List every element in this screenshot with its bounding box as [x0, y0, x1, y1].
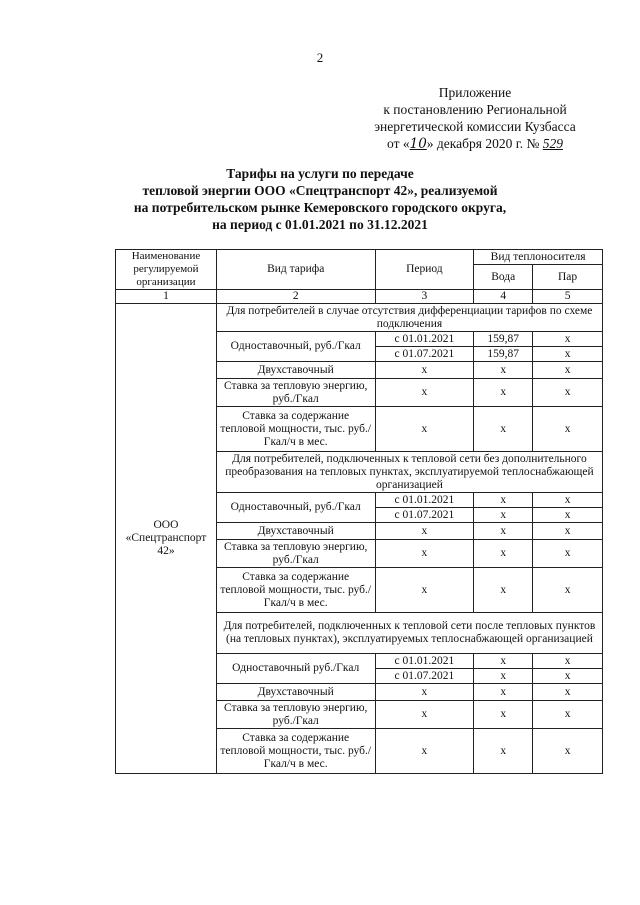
- energy-rate-label: Ставка за тепловую энергию, руб./Гкал: [216, 701, 375, 729]
- period-cell: х: [375, 684, 474, 701]
- energy-rate-label: Ставка за тепловую энергию, руб./Гкал: [216, 540, 375, 568]
- period-cell: х: [375, 379, 474, 407]
- section-title: Для потребителей в случае отсутствия дифференциации тарифов по схеме подключения: [216, 304, 602, 332]
- steam-value: х: [533, 347, 603, 362]
- title-line-3: на потребительском рынке Кемеровского городского округа,: [133, 200, 507, 215]
- steam-value: х: [533, 654, 603, 669]
- page-number: 2: [316, 50, 324, 65]
- col-number: 5: [533, 290, 603, 304]
- period-cell: х: [375, 729, 474, 774]
- steam-value: х: [533, 407, 603, 452]
- title-line-1: Тарифы на услуги по передаче: [226, 166, 414, 181]
- appendix-block: [350, 84, 600, 153]
- organization-name: ООО «Спецтранспорт 42»: [116, 304, 217, 774]
- double-rate-label: Двухставочный: [216, 684, 375, 701]
- water-value: х: [474, 540, 533, 568]
- steam-value: х: [533, 379, 603, 407]
- date-day: 10: [409, 136, 427, 152]
- water-value: х: [474, 669, 533, 684]
- section-title: Для потребителей, подключенных к тепловой сети без дополнительного преобразования на тепловых пунктах, эксплуатируемой теплоснабжающей организацией: [216, 452, 602, 493]
- single-rate-label: Одноставочный руб./Гкал: [216, 654, 375, 684]
- period-cell: х: [375, 362, 474, 379]
- header-org: Наименование регулируемой организации: [116, 250, 217, 290]
- header-period: Период: [375, 250, 474, 290]
- period-cell: х: [375, 523, 474, 540]
- period-cell: х: [375, 568, 474, 613]
- document-title: [0, 165, 640, 233]
- period-cell: х: [375, 407, 474, 452]
- steam-value: х: [533, 568, 603, 613]
- header-carrier-group: Вид теплоносителя: [474, 250, 603, 265]
- col-number: 2: [216, 290, 375, 304]
- energy-rate-label: Ставка за тепловую энергию, руб./Гкал: [216, 379, 375, 407]
- single-rate-label: Одноставочный, руб./Гкал: [216, 493, 375, 523]
- water-value: х: [474, 493, 533, 508]
- appendix-date-line: [350, 135, 600, 153]
- col-number: 1: [116, 290, 217, 304]
- steam-value: х: [533, 493, 603, 508]
- water-value: х: [474, 654, 533, 669]
- period-cell: с 01.01.2021: [375, 654, 474, 669]
- period-cell: с 01.07.2021: [375, 669, 474, 684]
- period-cell: х: [375, 540, 474, 568]
- water-value: х: [474, 684, 533, 701]
- steam-value: х: [533, 508, 603, 523]
- double-rate-label: Двухставочный: [216, 362, 375, 379]
- period-cell: с 01.01.2021: [375, 332, 474, 347]
- water-value: х: [474, 508, 533, 523]
- title-line-2: тепловой энергии ООО «Спецтранспорт 42», реализуемой: [142, 183, 498, 198]
- steam-value: х: [533, 684, 603, 701]
- capacity-rate-label: Ставка за содержание тепловой мощности, тыс. руб./Гкал/ч в мес.: [216, 568, 375, 613]
- header-tariff-type: Вид тарифа: [216, 250, 375, 290]
- steam-value: х: [533, 701, 603, 729]
- steam-value: х: [533, 669, 603, 684]
- period-cell: с 01.07.2021: [375, 508, 474, 523]
- steam-value: х: [533, 362, 603, 379]
- title-line-4: на период с 01.01.2021 по 31.12.2021: [212, 217, 428, 232]
- water-value: х: [474, 568, 533, 613]
- steam-value: х: [533, 523, 603, 540]
- appendix-line-2: к постановлению Региональной: [383, 102, 567, 117]
- capacity-rate-label: Ставка за содержание тепловой мощности, тыс. руб./Гкал/ч в мес.: [216, 729, 375, 774]
- steam-value: х: [533, 332, 603, 347]
- capacity-rate-label: Ставка за содержание тепловой мощности, тыс. руб./Гкал/ч в мес.: [216, 407, 375, 452]
- header-water: Вода: [474, 265, 533, 290]
- doc-number: 529: [542, 136, 563, 151]
- water-value: х: [474, 379, 533, 407]
- tariffs-table: [115, 249, 603, 774]
- period-cell: с 01.07.2021: [375, 347, 474, 362]
- water-value: х: [474, 407, 533, 452]
- double-rate-label: Двухставочный: [216, 523, 375, 540]
- header-steam: Пар: [533, 265, 603, 290]
- water-value: х: [474, 729, 533, 774]
- appendix-line-1: Приложение: [438, 85, 512, 100]
- water-value: х: [474, 523, 533, 540]
- water-value: 159,87: [474, 347, 533, 362]
- date-prefix: от «: [387, 136, 410, 151]
- single-rate-label: Одноставочный, руб./Гкал: [216, 332, 375, 362]
- date-mid: » декабря 2020 г. №: [426, 136, 540, 151]
- col-number: 3: [375, 290, 474, 304]
- steam-value: х: [533, 729, 603, 774]
- water-value: х: [474, 701, 533, 729]
- section-title: Для потребителей, подключенных к тепловой сети после тепловых пунктов (на тепловых пунктах), эксплуатируемых теплоснабжающей организацией: [216, 613, 602, 654]
- col-number: 4: [474, 290, 533, 304]
- appendix-line-3: энергетической комиссии Кузбасса: [374, 119, 576, 134]
- period-cell: х: [375, 701, 474, 729]
- water-value: х: [474, 362, 533, 379]
- period-cell: с 01.01.2021: [375, 493, 474, 508]
- steam-value: х: [533, 540, 603, 568]
- water-value: 159,87: [474, 332, 533, 347]
